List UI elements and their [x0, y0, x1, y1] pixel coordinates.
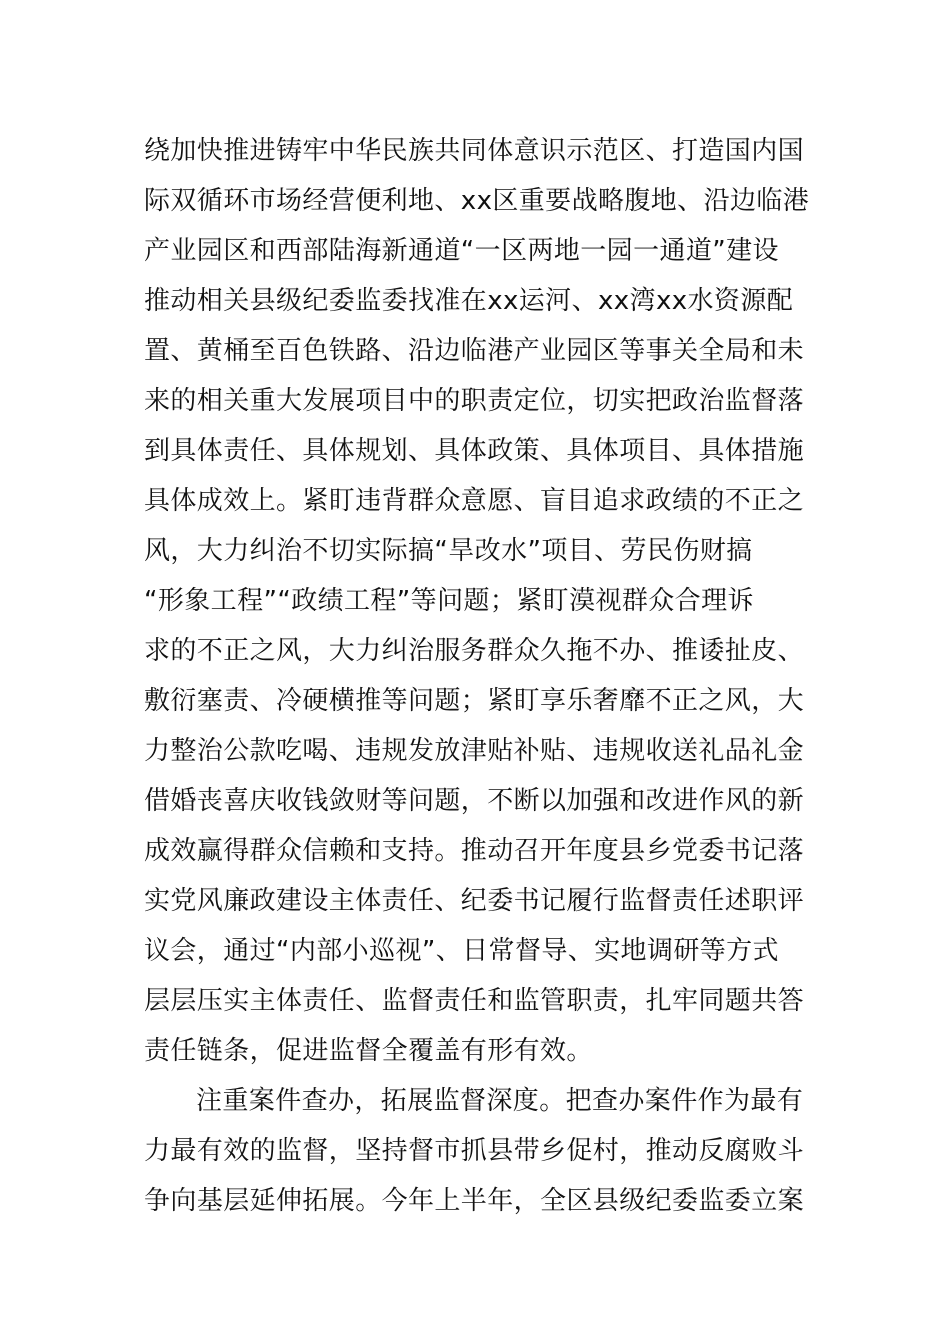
text-line: 议会，通过“内部小巡视”、日常督导、实地调研等方式 [144, 936, 779, 966]
text-line: 求的不正之风，大力纠治服务群众久拖不办、推诿扯皮、 [144, 636, 805, 666]
text-line: 争向基层延伸拓展。今年上半年，全区县级纪委监委立案 [144, 1186, 805, 1216]
text-line: 绕加快推进铸牢中华民族共同体意识示范区、打造国内国 [144, 136, 805, 166]
text-line: 风，大力纠治不切实际搞“旱改水”项目、劳民伤财搞 [144, 536, 753, 566]
text-line: 成效赢得群众信赖和支持。推动召开年度县乡党委书记落 [144, 836, 805, 866]
text-line: 推动相关县级纪委监委找准在xx运河、xx湾xx水资源配 [144, 286, 794, 316]
text-line: 到具体责任、具体规划、具体政策、具体项目、具体措施 [144, 436, 805, 466]
text-line: 力整治公款吃喝、违规发放津贴补贴、违规收送礼品礼金 [144, 736, 805, 766]
text-line: 实党风廉政建设主体责任、纪委书记履行监督责任述职评 [144, 886, 805, 916]
document-body [144, 126, 824, 1226]
text-line: 际双循环市场经营便利地、xx区重要战略腹地、沿边临港 [144, 186, 810, 216]
text-line: 力最有效的监督，坚持督市抓县带乡促村，推动反腐败斗 [144, 1136, 805, 1166]
text-line: 责任链条，促进监督全覆盖有形有效。 [144, 1036, 593, 1066]
text-line: 具体成效上。紧盯违背群众意愿、盲目追求政绩的不正之 [144, 486, 805, 516]
text-line: 敷衍塞责、冷硬横推等问题；紧盯享乐奢靡不正之风，大 [144, 686, 805, 716]
text-line: 借婚丧喜庆收钱敛财等问题，不断以加强和改进作风的新 [144, 786, 805, 816]
text-line: 来的相关重大发展项目中的职责定位，切实把政治监督落 [144, 386, 805, 416]
text-line: 产业园区和西部陆海新通道“一区两地一园一通道”建设 [144, 236, 779, 266]
paragraph-start-line: 注重案件查办，拓展监督深度。把查办案件作为最有 [196, 1086, 804, 1116]
text-line: 层层压实主体责任、监督责任和监管职责，扎牢同题共答 [144, 986, 805, 1016]
text-line: “形象工程”“政绩工程”等问题；紧盯漠视群众合理诉 [144, 586, 754, 616]
text-line: 置、黄桶至百色铁路、沿边临港产业园区等事关全局和未 [144, 336, 805, 366]
